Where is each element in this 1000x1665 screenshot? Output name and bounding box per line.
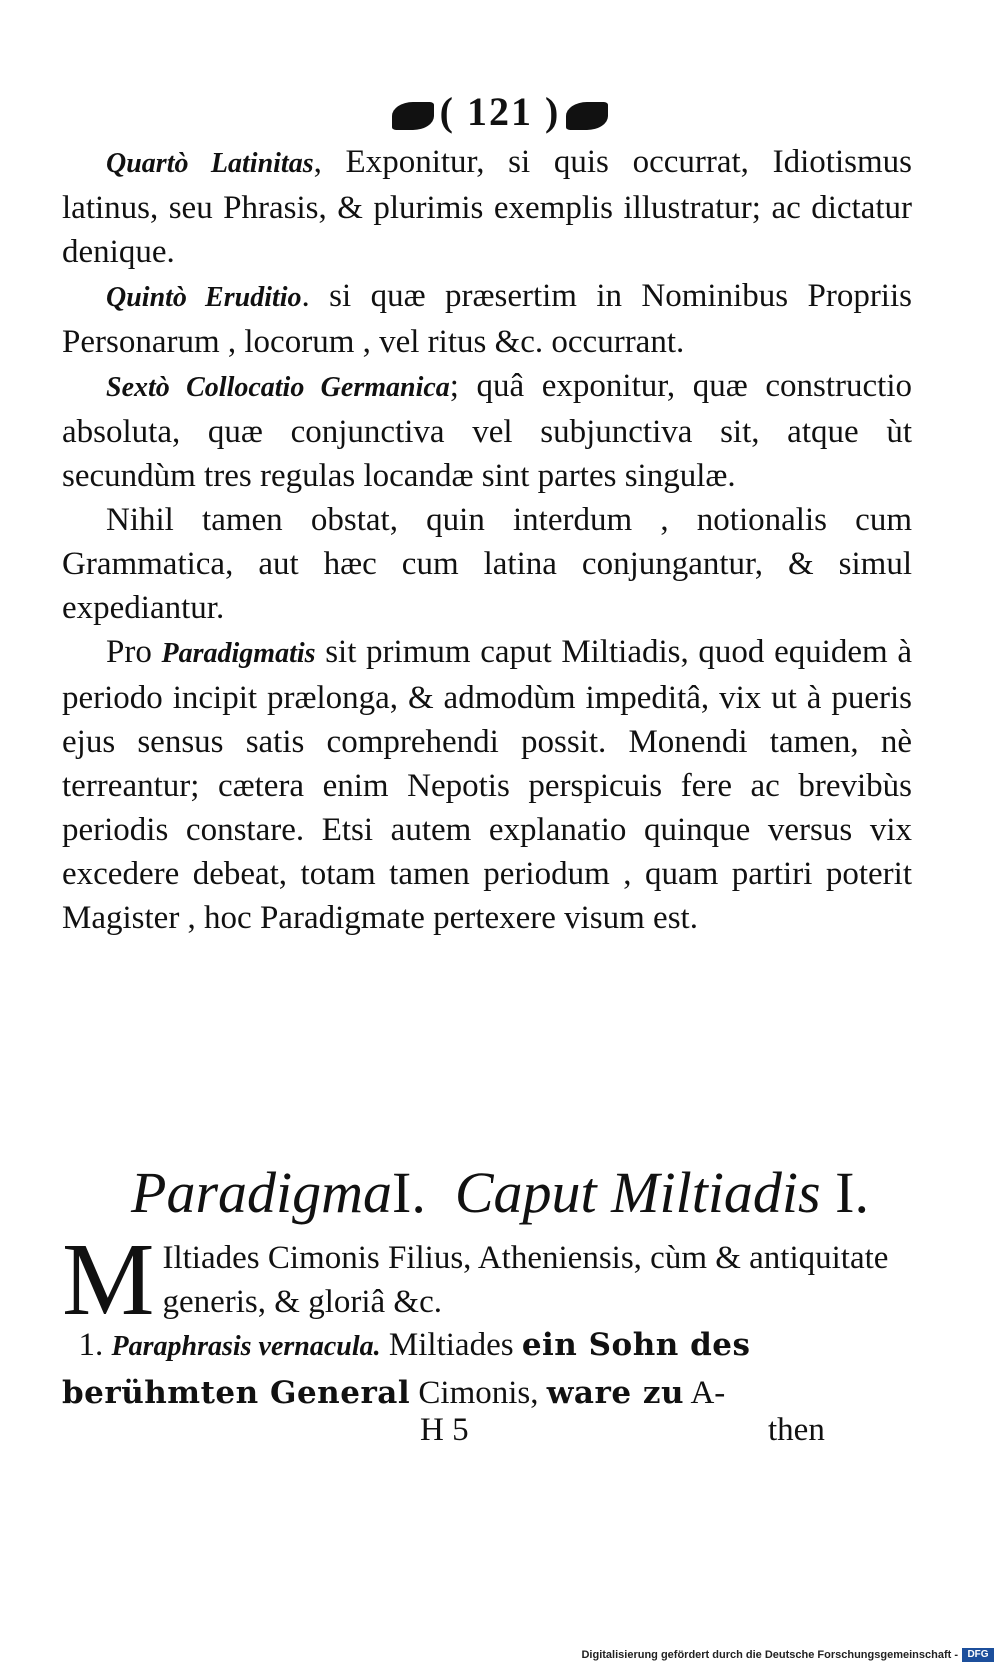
paragraph-label: Sextò Collocatio Germanica: [106, 372, 450, 403]
page-number: 121: [467, 89, 533, 134]
header-right-bracket: ): [545, 89, 561, 134]
catchword: then: [768, 1412, 825, 1448]
paragraph-label: Paradigmatis: [161, 638, 316, 669]
item-german-2: ware zu: [546, 1375, 685, 1411]
page-header: [0, 88, 1000, 135]
paragraph-text: Nihil tamen obstat, quin interdum , notionalis cum Grammatica, aut hæc cum latina conjungantur, & simul expediantur.: [62, 502, 912, 626]
heading-caput: Caput Miltiadis: [454, 1160, 821, 1225]
header-left-bracket: (: [439, 89, 455, 134]
paragraph-label: Quintò Eruditio: [106, 282, 302, 313]
item-german: ein Sohn des berühmten General: [62, 1327, 751, 1411]
item-latin-3: A-: [690, 1375, 726, 1411]
item-latin: Miltiades: [388, 1327, 514, 1363]
paraphrase-item: [62, 1322, 912, 1416]
paragraph-paradigmatis: [62, 630, 912, 940]
quoted-text-body: Iltiades Cimonis Filius, Atheniensis, cùm & antiquitate generis, & gloriâ &c.: [162, 1240, 889, 1320]
quoted-text: [62, 1222, 912, 1337]
section-heading: [0, 1158, 1000, 1228]
footer-credit: Digitalisierung gefördert durch die Deutsche Forschungsgemeinschaft -: [581, 1649, 958, 1661]
item-label: Paraphrasis vernacula.: [111, 1331, 381, 1362]
paragraph-prefix: Pro: [106, 634, 152, 670]
drop-cap: M: [62, 1222, 155, 1337]
paragraph-latinitas: [62, 140, 912, 274]
footer: [0, 1641, 1000, 1665]
paragraph-text: , Exponitur, si quis occurrat, Idiotismus latinus, seu Phrasis, & plurimis exemplis illustratur; ac dictatur denique.: [62, 144, 912, 270]
paragraph-label: Quartò Latinitas: [106, 148, 314, 179]
right-ornament-icon: [566, 102, 608, 130]
body-text: [62, 140, 912, 940]
heading-number-1: I.: [392, 1160, 426, 1225]
signature-mark: H 5: [420, 1412, 469, 1448]
heading-paradigma: Paradigma: [131, 1160, 393, 1225]
paragraph-nihil: [62, 498, 912, 630]
paragraph-text: sit primum caput Miltiadis, quod equidem à periodo incipit prælonga, & admodùm impeditâ, vix ut à pueris ejus sensus satis comprehendi possit. Monendi tamen, nè terreantur; cætera enim Nepotis perspicuis fere ac brevibùs periodis constare. Etsi autem explanatio quinque versus vix excedere debeat, totam tamen periodum , quam partiri poterit Magister , hoc Paradigmate pertexere visum est.: [62, 634, 913, 936]
item-number: 1.: [78, 1327, 104, 1363]
item-latin-2: Cimonis,: [418, 1375, 539, 1411]
paragraph-text: ; quâ exponitur, quæ constructio absoluta, quæ conjunctiva vel subjunctiva sit, atque ùt secundùm tres regulas locandæ sint partes singulæ.: [62, 368, 912, 494]
paragraph-text: . si quæ præsertim in Nominibus Propriis Personarum , locorum , vel ritus &c. occurrant.: [62, 278, 912, 360]
paragraph-eruditio: [62, 274, 912, 364]
dfg-logo: DFG: [962, 1648, 994, 1662]
paragraph-collocatio: [62, 364, 912, 498]
heading-number-2: I.: [835, 1160, 869, 1225]
left-ornament-icon: [392, 102, 434, 130]
